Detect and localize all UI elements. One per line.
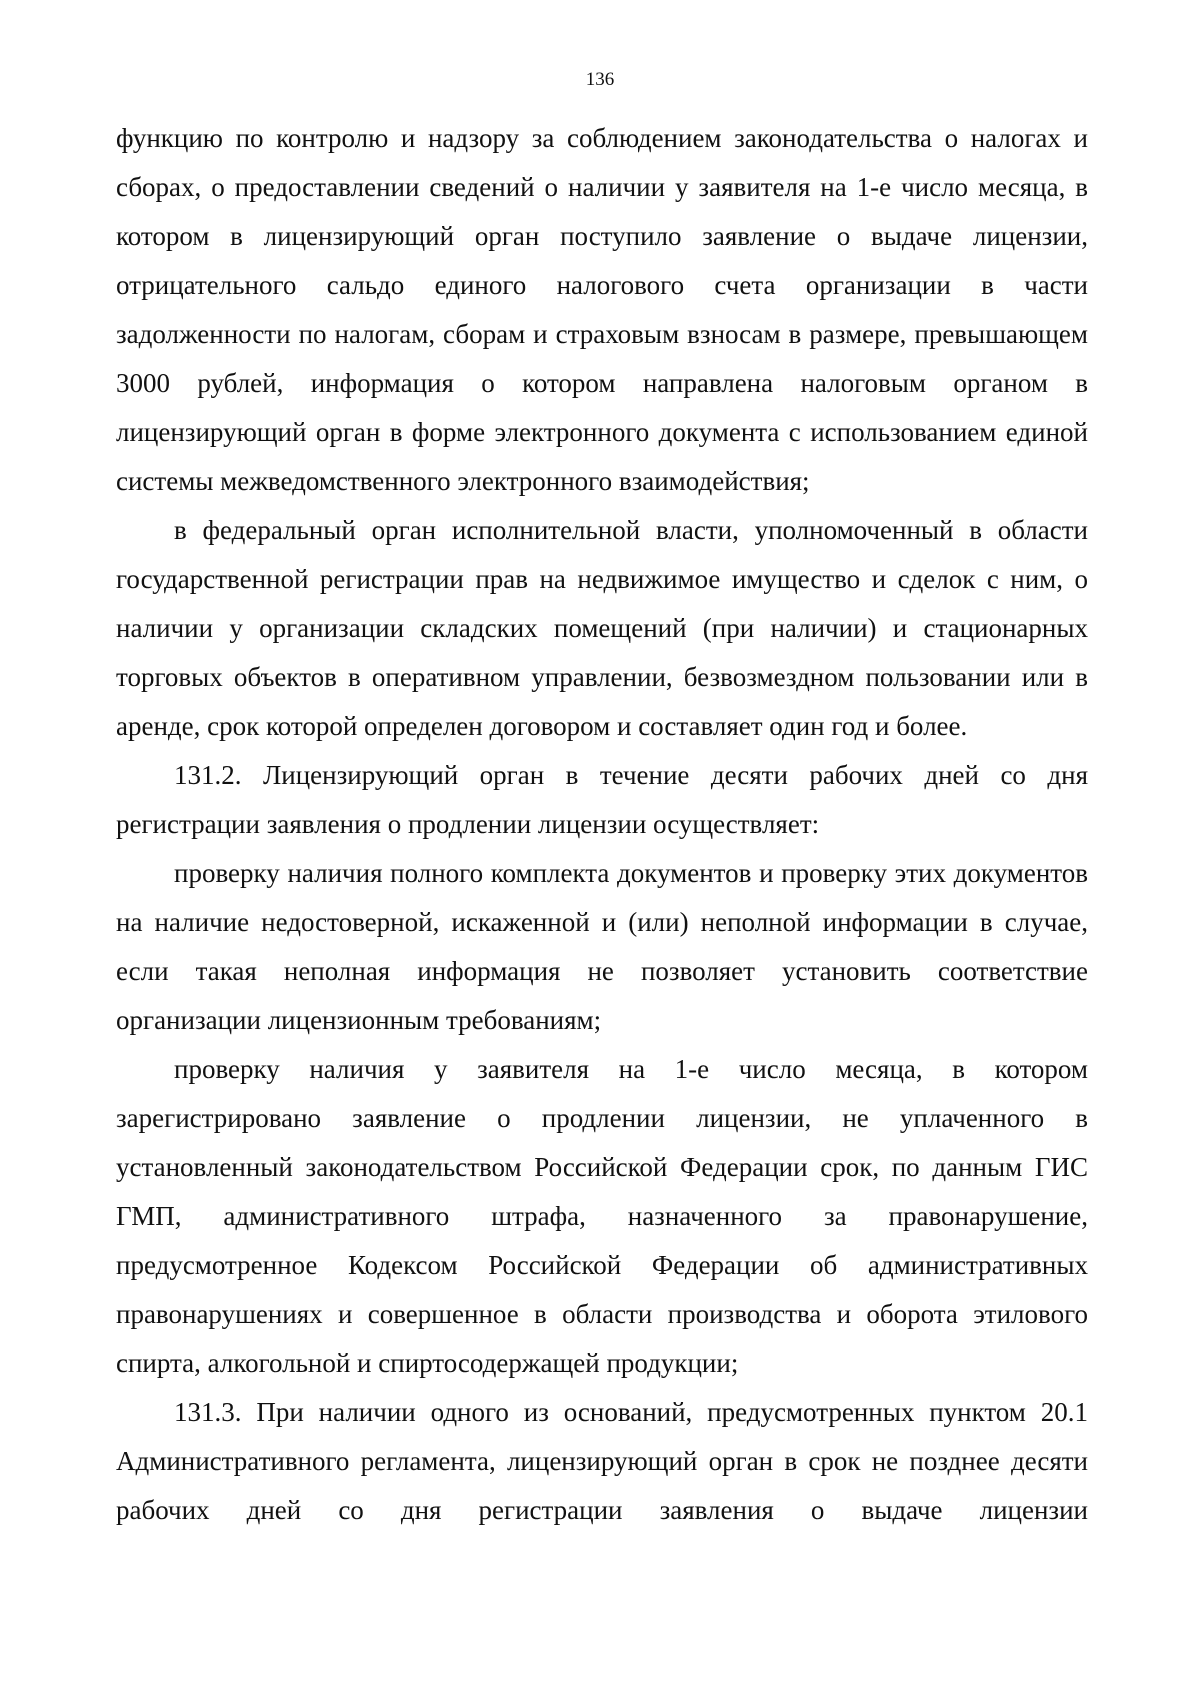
paragraph-document-check: проверку наличия полного комплекта документов и проверку этих документов на наличие недостоверной, искаженной и (или) неполной информации в случае, если такая неполная информация не позволяет установить соответствие организации лицензионным требованиям; xyxy=(116,858,1088,1035)
paragraph-continuation: функцию по контролю и надзору за соблюдением законодательства о налогах и сборах, о предоставлении сведений о наличии у заявителя на 1-е число месяца, в котором в лицензирующий орган поступило заявление о выдаче лицензии, отрицательного сальдо единого налогового счета организации в части задолженности по налогам, сборам и страховым взносам в размере, превышающем 3000 рублей, информация о котором направлена налоговым органом в лицензирующий орган в форме электронного документа с использованием единой системы межведомственного электронного взаимодействия; xyxy=(116,123,1088,496)
paragraph-federal-registration-body: в федеральный орган исполнительной власти, уполномоченный в области государственной регистрации прав на недвижимое имущество и сделок с ним, о наличии у организации складских помещений (при наличии) и стационарных торговых объектов в оперативном управлении, безвозмездном пользовании или в аренде, срок которой определен договором и составляет один год и более. xyxy=(116,515,1088,741)
paragraph-131-3: 131.3. При наличии одного из оснований, предусмотренных пунктом 20.1 Административного регламента, лицензирующий орган в срок не позднее десяти рабочих дней со дня регистрации заявления о выдаче лицензии xyxy=(116,1397,1088,1525)
page-number: 136 xyxy=(585,69,615,90)
paragraph-131-2: 131.2. Лицензирующий орган в течение десяти рабочих дней со дня регистрации заявления о продлении лицензии осуществляет: xyxy=(116,760,1088,839)
document-body xyxy=(116,114,1088,1535)
paragraph-fine-check: проверку наличия у заявителя на 1-е число месяца, в котором зарегистрировано заявление о продлении лицензии, не уплаченного в установленный законодательством Российской Федерации срок, по данным ГИС ГМП, административного штрафа, назначенного за правонарушение, предусмотренное Кодексом Российской Федерации об административных правонарушениях и совершенное в области производства и оборота этилового спирта, алкогольной и спиртосодержащей продукции; xyxy=(116,1054,1088,1378)
